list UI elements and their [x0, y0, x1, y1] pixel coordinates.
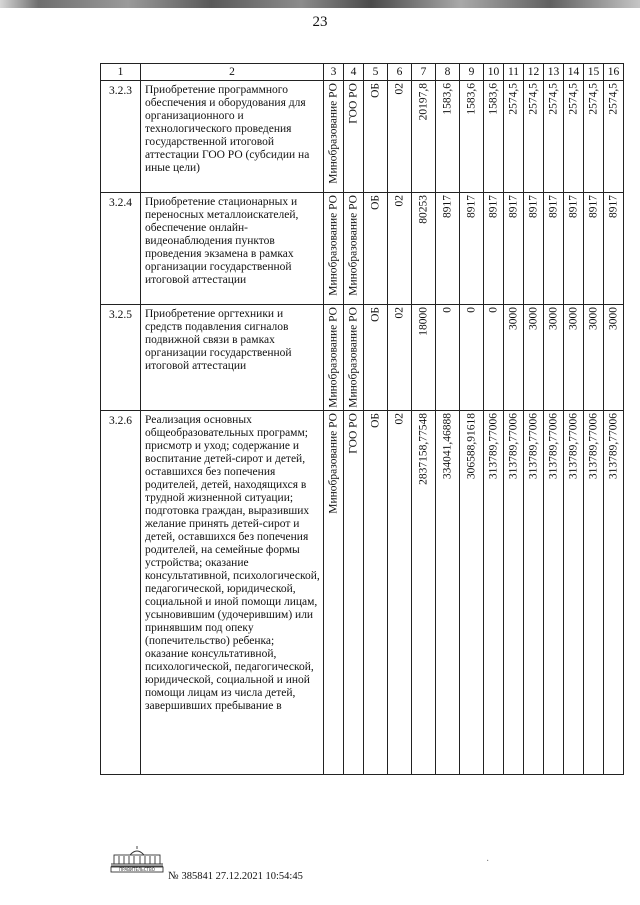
scan-dot: ·: [486, 856, 490, 867]
participant-cell: [344, 305, 364, 411]
value-cell: [544, 411, 564, 775]
value-cell-text: 3000: [527, 307, 539, 330]
col-header: 4: [344, 64, 364, 81]
value-cell-text: 8917: [465, 195, 477, 218]
value-cell-text: 2574,5: [607, 83, 619, 115]
value-cell: [524, 305, 544, 411]
table-row: [101, 305, 624, 411]
value-cell: [564, 81, 584, 193]
value-cell: [564, 305, 584, 411]
row-id-cell: 3.2.6: [101, 411, 141, 775]
value-cell-text: 313789,77006: [487, 413, 499, 480]
value-cell-text: 2574,5: [527, 83, 539, 115]
col-header: 6: [388, 64, 412, 81]
value-cell: [544, 305, 564, 411]
participant-cell: [344, 193, 364, 305]
col-header: 7: [412, 64, 436, 81]
value-cell: [564, 193, 584, 305]
value-cell: [436, 305, 460, 411]
source-cell: [364, 411, 388, 775]
participant-cell: [344, 411, 364, 775]
value-cell: [504, 193, 524, 305]
value-cell: [564, 411, 584, 775]
value-cell-text: 2574,5: [567, 83, 579, 115]
scan-edge-artifact: [0, 0, 640, 8]
col-header: 16: [604, 64, 624, 81]
code-cell: [388, 193, 412, 305]
col-header: 14: [564, 64, 584, 81]
participant-cell-text: ГОО РО: [347, 83, 359, 124]
code-cell-text: 02: [393, 413, 405, 425]
value-cell: [544, 193, 564, 305]
value-cell: [436, 193, 460, 305]
value-cell-text: 3000: [507, 307, 519, 330]
row-id-cell: 3.2.4: [101, 193, 141, 305]
value-cell-text: 8917: [441, 195, 453, 218]
value-cell-text: 18000: [417, 307, 429, 336]
registration-line: [168, 870, 303, 882]
executor-cell-text: Минобразование РО: [327, 195, 339, 296]
value-cell: [584, 305, 604, 411]
value-cell: [584, 193, 604, 305]
value-cell: [544, 81, 564, 193]
value-cell-text: 80253: [417, 195, 429, 224]
value-cell: [460, 193, 484, 305]
value-cell-text: 0: [487, 307, 499, 313]
source-cell-text: ОБ: [369, 413, 381, 428]
value-cell-text: 3000: [587, 307, 599, 330]
col-header: 12: [524, 64, 544, 81]
executor-cell-text: Минобразование РО: [327, 83, 339, 184]
value-cell-text: 2574,5: [547, 83, 559, 115]
code-cell-text: 02: [393, 195, 405, 207]
row-description-cell: Приобретение программного обеспечения и оборудования для организационного и технологического проведения государственной итоговой аттестации ГОО РО (субсидии на иные цели): [141, 81, 324, 193]
value-cell: [412, 193, 436, 305]
source-cell-text: ОБ: [369, 307, 381, 322]
header-row: [101, 64, 624, 81]
value-cell: [524, 81, 544, 193]
value-cell: [504, 305, 524, 411]
table-row: [101, 193, 624, 305]
participant-cell: [344, 81, 364, 193]
col-header: 9: [460, 64, 484, 81]
value-cell-text: 2837158,77548: [417, 413, 429, 485]
value-cell-text: 1583,6: [441, 83, 453, 115]
executor-cell: [324, 193, 344, 305]
value-cell: [412, 305, 436, 411]
executor-cell-text: Минобразование РО: [327, 307, 339, 408]
value-cell: [504, 81, 524, 193]
source-cell: [364, 81, 388, 193]
row-description-cell: Приобретение стационарных и переносных металлоискателей, обеспечение онлайн-видеонаблюдения пунктов проведения экзамена в рамках организации государственной итоговой аттестации: [141, 193, 324, 305]
table-row: [101, 411, 624, 775]
value-cell-text: 3000: [607, 307, 619, 330]
page-number: 23: [312, 14, 328, 30]
stamp-caption: ПРАВИТЕЛЬСТВО: [119, 867, 155, 873]
col-header: 8: [436, 64, 460, 81]
value-cell-text: 8917: [587, 195, 599, 218]
registration-number-icon: №: [168, 870, 179, 882]
value-cell-text: 8917: [527, 195, 539, 218]
value-cell: [484, 193, 504, 305]
source-cell: [364, 305, 388, 411]
value-cell-text: 8917: [567, 195, 579, 218]
value-cell: [460, 81, 484, 193]
value-cell: [604, 305, 624, 411]
col-header: 10: [484, 64, 504, 81]
col-header: 2: [141, 64, 324, 81]
value-cell: [604, 81, 624, 193]
value-cell-text: 313789,77006: [527, 413, 539, 480]
value-cell: [484, 305, 504, 411]
row-id-cell: 3.2.5: [101, 305, 141, 411]
participant-cell-text: Минобразование РО: [347, 307, 359, 408]
value-cell-text: 8917: [547, 195, 559, 218]
value-cell-text: 313789,77006: [547, 413, 559, 480]
value-cell-text: 2574,5: [507, 83, 519, 115]
value-cell-text: 2574,5: [587, 83, 599, 115]
value-cell: [584, 411, 604, 775]
col-header: 11: [504, 64, 524, 81]
col-header: 3: [324, 64, 344, 81]
value-cell-text: 334041,46888: [441, 413, 453, 480]
col-header: 1: [101, 64, 141, 81]
col-header: 15: [584, 64, 604, 81]
code-cell-text: 02: [393, 307, 405, 319]
executor-cell-text: Минобразование РО: [327, 413, 339, 514]
value-cell: [460, 305, 484, 411]
value-cell-text: 20197,8: [417, 83, 429, 121]
source-cell-text: ОБ: [369, 195, 381, 210]
value-cell: [524, 411, 544, 775]
value-cell-text: 1583,6: [465, 83, 477, 115]
budget-table: [100, 63, 624, 775]
value-cell-text: 313789,77006: [507, 413, 519, 480]
value-cell: [504, 411, 524, 775]
executor-cell: [324, 81, 344, 193]
value-cell: [460, 411, 484, 775]
value-cell-text: 1583,6: [487, 83, 499, 115]
participant-cell-text: ГОО РО: [347, 413, 359, 454]
value-cell-text: 313789,77006: [587, 413, 599, 480]
row-description-cell: Реализация основных общеобразовательных программ; присмотр и уход; содержание и воспитание детей-сирот и детей, оставшихся без попечения родителей, детей, находящихся в трудной жизненной ситуации; подготовка граждан, выразивших желание принять детей-сирот и детей, оставшихся без попечения родителей, на семейные формы устройства; оказание консультативной, психологической, педагогической, юридической, социальной и иной помощи лицам, усыновившим (удочерившим) или принявшим под опеку (попечительство) ребенка; оказание консультативной, психологической, педагогической, юридической, социальной и иной помощи лицам из числа детей, завершивших пребывание в: [141, 411, 324, 775]
col-header: 5: [364, 64, 388, 81]
code-cell-text: 02: [393, 83, 405, 95]
value-cell: [604, 411, 624, 775]
value-cell-text: 0: [441, 307, 453, 313]
value-cell: [524, 193, 544, 305]
value-cell: [436, 411, 460, 775]
value-cell-text: 306588,91618: [465, 413, 477, 480]
code-cell: [388, 305, 412, 411]
value-cell: [412, 411, 436, 775]
value-cell: [604, 193, 624, 305]
value-cell-text: 3000: [547, 307, 559, 330]
value-cell: [436, 81, 460, 193]
value-cell-text: 313789,77006: [607, 413, 619, 480]
value-cell: [584, 81, 604, 193]
value-cell: [412, 81, 436, 193]
code-cell: [388, 81, 412, 193]
value-cell: [484, 81, 504, 193]
registration-text: 385841 27.12.2021 10:54:45: [181, 871, 303, 882]
government-building-stamp: [108, 845, 166, 873]
row-description-cell: Приобретение оргтехники и средств подавления сигналов подвижной связи в рамках организации государственной итоговой аттестации: [141, 305, 324, 411]
participant-cell-text: Минобразование РО: [347, 195, 359, 296]
executor-cell: [324, 411, 344, 775]
value-cell-text: 0: [465, 307, 477, 313]
value-cell-text: 8917: [607, 195, 619, 218]
source-cell-text: ОБ: [369, 83, 381, 98]
row-id-cell: 3.2.3: [101, 81, 141, 193]
value-cell-text: 3000: [567, 307, 579, 330]
value-cell: [484, 411, 504, 775]
source-cell: [364, 193, 388, 305]
executor-cell: [324, 305, 344, 411]
value-cell-text: 313789,77006: [567, 413, 579, 480]
value-cell-text: 8917: [487, 195, 499, 218]
table-row: [101, 81, 624, 193]
value-cell-text: 8917: [507, 195, 519, 218]
col-header: 13: [544, 64, 564, 81]
code-cell: [388, 411, 412, 775]
